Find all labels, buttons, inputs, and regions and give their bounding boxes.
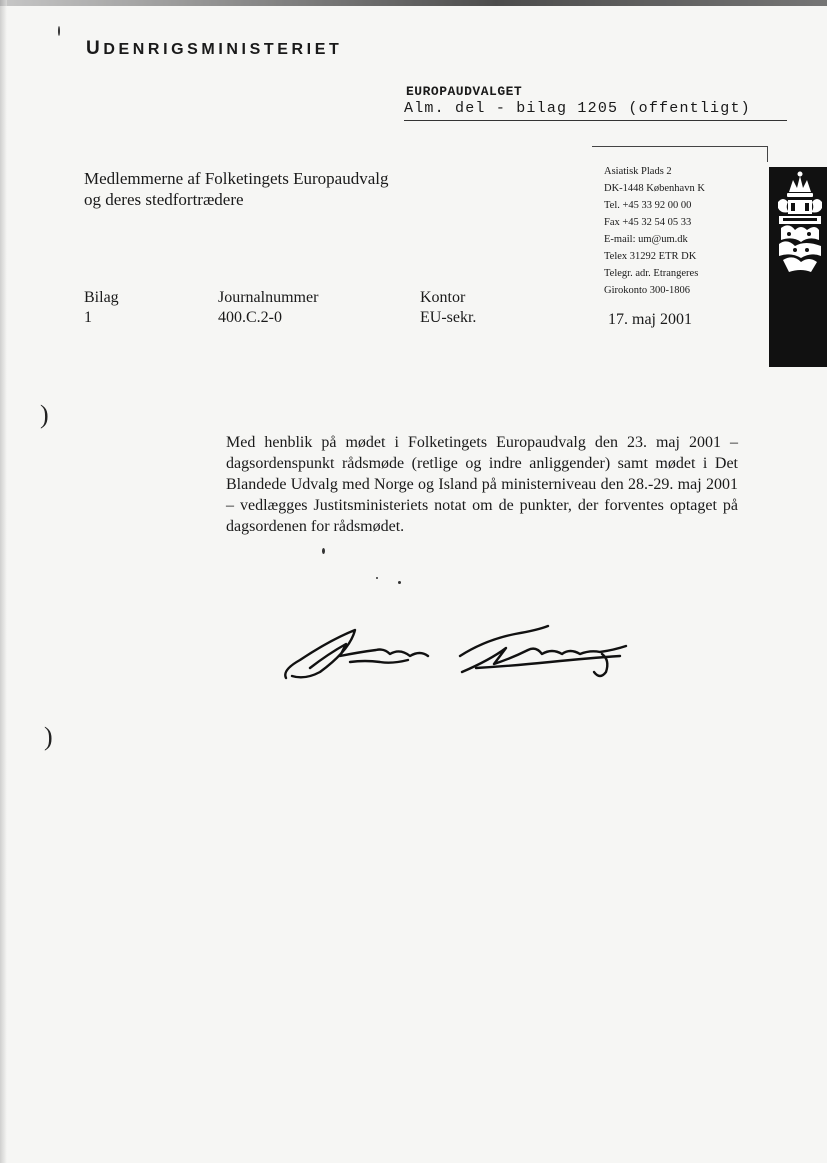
- address-rule: [592, 146, 768, 147]
- address-line: E-mail: um@um.dk: [604, 234, 688, 245]
- address-rule-tick: [767, 146, 768, 162]
- ministry-letterhead: UDENRIGSMINISTERIET: [86, 38, 343, 59]
- recipient-line: Medlemmerne af Folketingets Europaudvalg: [84, 169, 389, 188]
- kontor-label: Kontor: [420, 289, 466, 306]
- address-line: Fax +45 32 54 05 33: [604, 217, 692, 228]
- reference-stamp: Alm. del - bilag 1205 (offentligt): [404, 100, 751, 117]
- journal-column: [218, 288, 318, 328]
- recipient-block: [84, 168, 389, 210]
- scan-speck: [376, 577, 378, 579]
- stamp-underline: [404, 120, 787, 121]
- punch-hole-mark: ): [40, 400, 49, 429]
- journal-label: Journalnummer: [218, 289, 319, 306]
- kontor-value: EU-sekr.: [420, 309, 477, 326]
- address-line: Telex 31292 ETR DK: [604, 251, 697, 262]
- bilag-column: [84, 288, 119, 328]
- kontor-column: [420, 288, 476, 328]
- address-line: Girokonto 300-1806: [604, 285, 691, 296]
- body-paragraph: Med henblik på mødet i Folketingets Europaudvalg den 23. maj 2001 – dagsordenspunkt rådsmøde (retlige og indre anliggender) samt mødet i Det Blandede Udvalg med Norge og Island på ministerniveau den 28.-29. maj 2001 – vedlægges Justitsministeriets notat om de punkter, der forventes optaget på dagsordenen for rådsmødet.: [226, 434, 738, 535]
- journal-value: 400.C.2-0: [218, 309, 282, 326]
- address-line: DK-1448 København K: [604, 183, 705, 194]
- bilag-value: 1: [84, 309, 92, 326]
- royal-crest-icon: [775, 168, 825, 288]
- scan-speck: [322, 548, 325, 554]
- handwritten-signature-icon: [280, 610, 670, 690]
- address-line: Tel. +45 33 92 00 00: [604, 200, 692, 211]
- punch-hole-mark: ): [44, 722, 53, 751]
- recipient-line: og deres stedfortrædere: [84, 190, 244, 209]
- bilag-label: Bilag: [84, 289, 119, 306]
- committee-stamp: EUROPAUDVALGET: [406, 84, 523, 99]
- scan-top-edge: [0, 0, 827, 6]
- scan-speck: [398, 581, 401, 584]
- ministry-address: [604, 163, 705, 299]
- address-line: Asiatisk Plads 2: [604, 166, 672, 177]
- letter-date: 17. maj 2001: [608, 311, 692, 328]
- scan-left-edge: [0, 0, 7, 1163]
- address-line: Telegr. adr. Etrangeres: [604, 268, 699, 279]
- scan-speck: [58, 26, 60, 36]
